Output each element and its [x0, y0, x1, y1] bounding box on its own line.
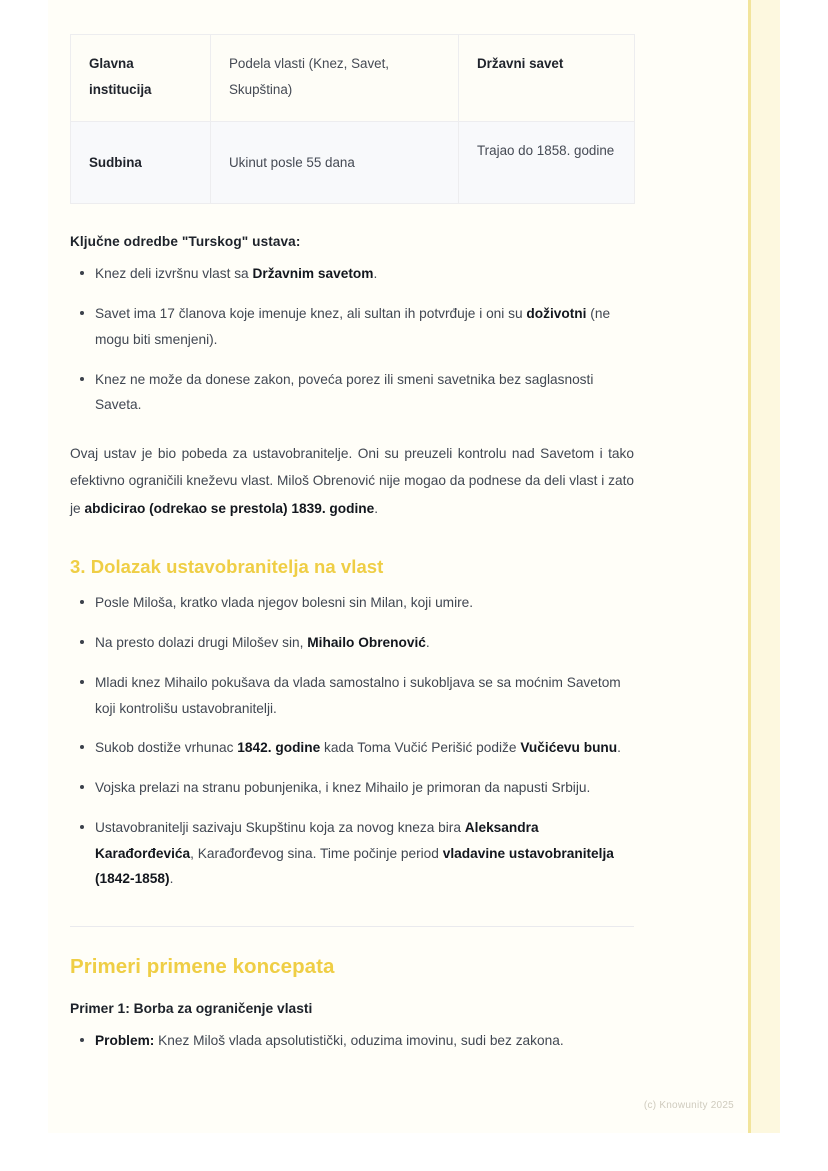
section-3-heading: 3. Dolazak ustavobranitelja na vlast [70, 556, 384, 578]
section-divider [70, 926, 634, 927]
document-content [70, 0, 634, 1054]
table-row [71, 35, 635, 122]
decorative-side-band [748, 0, 780, 1133]
list-item: Knez ne može da donese zakon, poveća porez ili smeni savetnika bez saglasnosti Saveta. [70, 367, 634, 419]
section-3-list [70, 590, 634, 892]
table-cell-middle: Ukinut posle 55 dana [211, 122, 459, 204]
comparison-table [70, 34, 635, 204]
list-item: Problem: Knez Miloš vlada apsolutistički, oduzima imovinu, sudi bez zakona. [70, 1028, 634, 1054]
examples-heading: Primeri primene koncepata [70, 955, 335, 978]
list-item: Posle Miloša, kratko vlada njegov bolesni sin Milan, koji umire. [70, 590, 634, 616]
list-item: Mladi knez Mihailo pokušava da vlada samostalno i sukobljava se sa moćnim Savetom koji kontrolišu ustavobranitelji. [70, 670, 634, 722]
table-cell-right: Trajao do 1858. godine [459, 122, 635, 204]
example-1-list [70, 1028, 634, 1054]
example-1-subheading: Primer 1: Borba za ograničenje vlasti [70, 1001, 313, 1016]
list-item: Vojska prelazi na stranu pobunjenika, i knez Mihailo je primoran da napusti Srbiju. [70, 775, 634, 801]
list-item: Ustavobranitelji sazivaju Skupštinu koja za novog kneza bira Aleksandra Karađorđevića, Karađorđevog sina. Time počinje period vladavine ustavobranitelja (1842-1858). [70, 815, 634, 892]
table-cell-right: Državni savet [459, 35, 635, 122]
summary-paragraph: Ovaj ustav je bio pobeda za ustavobranitelje. Oni su preuzeli kontrolu nad Savetom i tako efektivno ograničili kneževu vlast. Miloš Obrenović nije mogao da podnese da deli vlast i zato je abdicirao (odrekao se prestola) 1839. godine. [70, 446, 634, 516]
list-item: Knez deli izvršnu vlast sa Državnim savetom. [70, 261, 634, 287]
footer-credit: (c) Knowunity 2025 [643, 1100, 734, 1111]
list-item: Na presto dolazi drugi Milošev sin, Mihailo Obrenović. [70, 630, 634, 656]
document-page [48, 0, 780, 1133]
table-body [71, 35, 635, 204]
list-item: Savet ima 17 članova koje imenuje knez, ali sultan ih potvrđuje i oni su doživotni (ne mogu biti smenjeni). [70, 301, 634, 353]
table-cell-label: Glavna institucija [71, 35, 211, 122]
list-item: Sukob dostiže vrhunac 1842. godine kada Toma Vučić Perišić podiže Vučićevu bunu. [70, 735, 634, 761]
table-cell-middle: Podela vlasti (Knez, Savet, Skupština) [211, 35, 459, 122]
table-cell-label: Sudbina [71, 122, 211, 204]
decorative-side-rule [748, 0, 751, 1133]
table-row [71, 122, 635, 204]
provisions-list [70, 261, 634, 418]
provisions-heading: Ključne odredbe "Turskog" ustava: [70, 234, 301, 250]
